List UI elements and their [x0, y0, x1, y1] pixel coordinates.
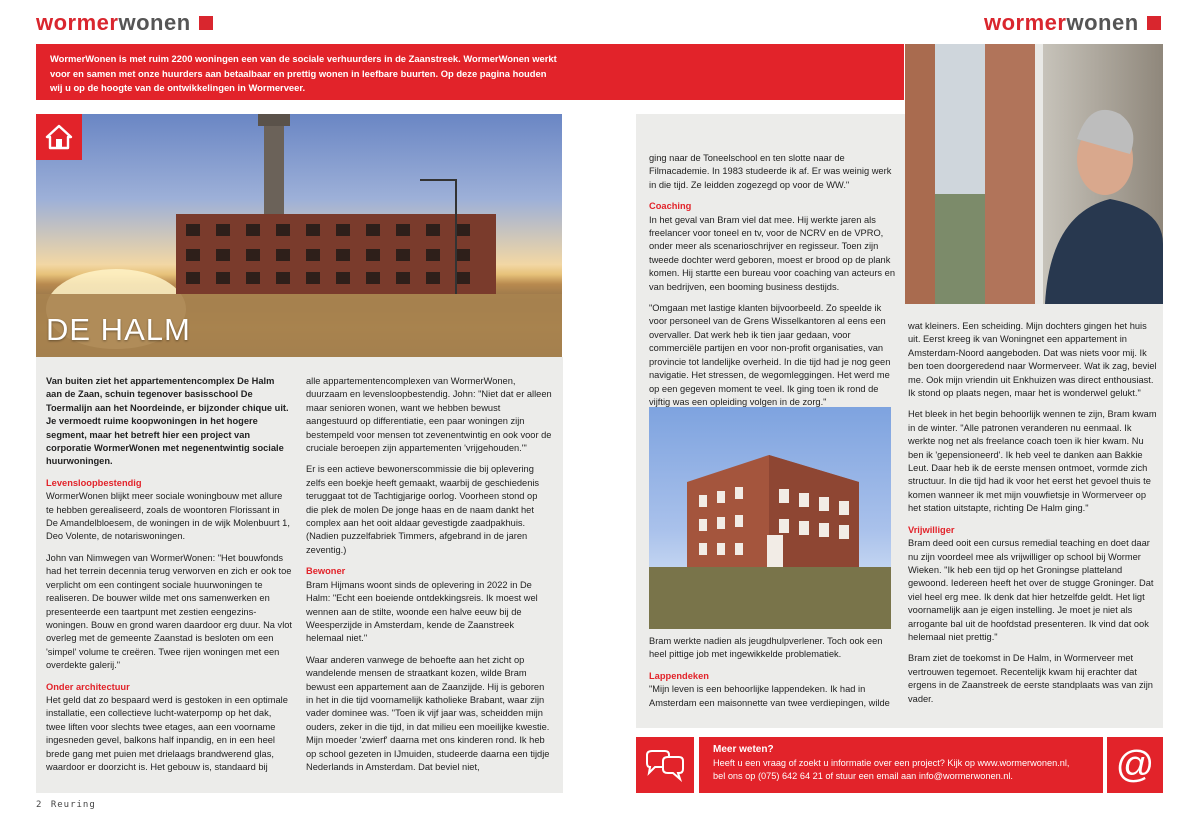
logo-square-icon: [199, 16, 213, 30]
intro-banner: [36, 44, 904, 100]
paragraph: Bram ziet de toekomst in De Halm, in Wormerveer met vertrouwen tegemoet. Recentelijk kwam hij erachter dat ergens in de Zaanstreek de eerste standplaats was van zijn vader.: [908, 653, 1153, 704]
paragraph: Bram werkte nadien als jeugdhulpverlener. Toch ook een heel pittige job met ingewikkelde problematiek.: [649, 636, 883, 660]
contact-line-1: Heeft u een vraag of zoekt u informatie over een project? Kijk op www.wormerwonen.nl,: [713, 757, 1070, 768]
chat-icon-box: [636, 737, 694, 793]
paragraph: Bram deed ooit een cursus remedial teaching en doet daar nu zijn voordeel mee als vrijwilliger op school bij Wormer Wieken. "Ik heb een tijd op het Groningse platteland gewoond. Iedereen heeft het over de stugge Groninger. Dat viel heel erg mee. Ik denk dat hier hetzelfde geldt. Het ligt voornamelijk aan je eigen instelling. Je moet je niet als arrogante bal uit de hoofdstad presenteren. Ik vind dat ook helemaal niet prettig.": [908, 538, 1154, 642]
logo-right: wormerwonen: [984, 10, 1161, 36]
home-icon: [44, 123, 74, 151]
column-3: [649, 152, 895, 417]
subheading-coaching: Coaching: [649, 201, 692, 212]
paragraph: wat kleiners. Een scheiding. Mijn dochters gingen het huis uit. Eerst kreeg ik van Woningnet een appartement in Amsterdam-Noord aangeboden. Dat was niets voor mij. Ik ben toen doorgeredend naar Wormerveer. Wat ik zag, beviel me. Ook mijn vriendin uit Enkhuizen was direct enthousiast. Ik stond op plaats negen, maar het is wonderwel gelukt.": [908, 321, 1157, 399]
intro-text: WormerWonen is met ruim 2200 woningen een van de sociale verhuurders in de Zaanstreek. WormerWonen werkt voor en samen met onze huurders aan betaalbaar en prettig wonen in leefbare buurten. Op deze pagina houden wij u op de hoogte van de ontwikkelingen in Wormerveer.: [50, 53, 557, 93]
paragraph: Het bleek in het begin behoorlijk wennen te zijn, Bram kwam in de winter. "Alle patronen veranderen nu eenmaal. Ik werkte nog net als freelance coach toen ik hier kwam. Nu ben ik 'gepensioneerd'. Ik heb veel te danken aan Bakkie Leut. Daar heb ik de eerste mensen ontmoet, vormde zich structuur. In die tijd had ik voor het eerst het gevoel thuis te komen wanneer ik met mijn vouwfietsje in Wormerveer op het station uitstapte, richting De Halm ging.": [908, 409, 1157, 514]
contact-banner: [699, 737, 1103, 793]
logo-square-icon: [1147, 16, 1161, 30]
at-sign-icon: [1113, 743, 1157, 787]
paragraph: ging naar de Toneelschool en ten slotte naar de Filmacademie. In 1983 studeerde ik af. Er was weinig werk in die tijd. Ze leidden zogezegd op voor de WW.": [649, 153, 892, 190]
column-3-bottom: [649, 635, 895, 718]
paragraph: "Omgaan met lastige klanten bijvoorbeeld. Zo speelde ik voor personeel van de Grens Wisselkantoren al eens een overvaller. Dat werk heb ik tien jaar gedaan, voor commerciële partijen en voor non-profit organisaties, van provincie tot landelijke overheid. In die tijd had je nog geen navigatie. Het stressen, de wegomleggingen. Het werd me op een gegeven moment te veel. Ik ging toen ik rond de vijftig was een opleiding volgen in de zorg.": [649, 303, 891, 407]
paragraph: John van Nimwegen van WormerWonen: "Het bouwfonds had het terrein decennia terug verworven en zich er ook toe verplicht om een contingent sociale huurwoningen te realiseren. De bouwer wilde met ons samenwerken en presenteerde een taartpunt met zestien eengezins-woningen. Bouw en grond waren daardoor erg duur. Na vlot overleg met de gemeente Zaanstad is besloten om een 'simpel' volume te creëren. Twee rijen woningen met een overdekte galerij.": [46, 552, 293, 671]
subheading-bewoner: Bewoner: [306, 566, 346, 577]
paragraph: Bram Hijmans woont sinds de oplevering in 2022 in De Halm: "Echt een boeiende ontdekkingsreis. Ik moest wel wennen aan de stilte, woonde een halve eeuw bij de Weesperzijde in Amsterdam, kende de Zaanstreek helemaal niet.": [306, 579, 538, 644]
contact-line-2: bel ons op (075) 642 64 21 of stuur een email aan info@wormerwonen.nl.: [713, 771, 1013, 781]
paragraph: Waar anderen vanwege de behoefte aan het zicht op wandelende mensen de straatkant kozen, wilde Bram bewust een appartement aan de Zaanzijde. Hij is geboren in het in die tijd voornamelijk katholieke Brabant, waar zijn vader dominee was. "Toen ik vijf jaar was, scheidden mijn ouders, zeker in die tijd, in dat milieu een moeilijke kwestie. Mijn moeder 'zwierf' daarna met ons kinderen rond. Ik heb op school gezeten in IJmuiden, studeerde daarna een tijdje Nederlands in Amsterdam. Dat beviel niet,: [306, 654, 550, 772]
paragraph: Er is een actieve bewonerscommissie die bij oplevering zelfs een boekje heeft gemaakt, waarbij de geschiedenis teruggaat tot de Tachtigjarige oorlog. Voorheen stond op die plek de molen De jonge haas en de naam dankt het complex aan het ooit aldaar gevestigde zaadpakhuis. (Nadien puzzelfabriek Timmers, afgebrand in de jaren zeventig.): [306, 464, 540, 555]
svg-text:@: @: [1115, 744, 1155, 786]
email-icon-box: [1107, 737, 1163, 793]
column-4: [908, 320, 1158, 714]
column-2: [306, 375, 552, 782]
page-footer: [36, 800, 96, 810]
subheading-onder-architectuur: Onder architectuur: [46, 681, 130, 692]
building-photo: [649, 407, 891, 629]
article-title: DE HALM: [46, 312, 191, 347]
de-halm-building-image: [649, 407, 891, 629]
column-1: [46, 375, 292, 782]
hero-photo: [36, 114, 562, 357]
paragraph: WormerWonen blijkt meer sociale woningbouw met allure te hebben gerealiseerd, zoals de woontoren Florissant in De Amandelbloesem, de woningen in de wijk Molenbuurt 1, Deo Volente, de notariswoningen.: [46, 491, 290, 542]
chat-bubbles-icon: [643, 747, 687, 783]
paragraph: In het geval van Bram viel dat mee. Hij werkte jaren als freelancer voor toneel en tv, voor de NCRV en de VPRO, onder meer als scenarioschrijver en regisseur. Toen zijn tweede dochter werd geboren, moest er brood op de plank komen. Hij startte een bureau voor coaching van acteurs en van bedrijven, een booming business destijds.: [649, 214, 895, 292]
paragraph: "Mijn leven is een behoorlijke lappendeken. Ik had in Amsterdam een maisonnette van twee verdiepingen, wilde: [649, 684, 890, 708]
magazine-name: Reuring: [50, 800, 96, 810]
bram-hijmans-portrait-image: [905, 44, 1163, 304]
home-icon-box: [36, 114, 82, 160]
page-number: 2: [36, 800, 42, 810]
subheading-levensloopbestendig: Levensloopbestendig: [46, 477, 142, 488]
portrait-photo: [905, 44, 1163, 304]
lead-paragraph: Van buiten ziet het appartementencomplex De Halm aan de Zaan, schuin tegenover basisschool De Toermalijn aan het Noordeinde, er bijzonder chique uit. Je vermoedt ruime koopwoningen in het hogere segment, maar het betreft hier een project van corporatie WormerWonen met negenentwintig sociale huurwoningen.: [46, 376, 289, 467]
contact-title: Meer weten?: [713, 744, 774, 755]
logo-left: wormerwonen: [36, 10, 213, 36]
paragraph: Het geld dat zo bespaard werd is gestoken in een optimale installatie, een collectieve lucht-waterpomp op het dak, twee liften voor slechts twee etages, aan een voorname ingesneden gevel, balkons half inpandig, en in een heel brede gang met puien met drielaags brandwerend glas, waardoor er doorzicht is. Het gebouw is, standaard bij: [46, 694, 288, 772]
subheading-vrijwilliger: Vrijwilliger: [908, 524, 955, 535]
subheading-lappendeken: Lappendeken: [649, 670, 709, 681]
paragraph: alle appartementencomplexen van WormerWonen, duurzaam en levensloopbestendig. John: "Niet dat er alleen maar senioren wonen, want we hebben bewust aangestuurd op differentiatie, een paar woningen zijn bestempeld voor mensen tot zevenentwintig en ook voor de cruciale beroepen zijn appartementen 'vrijgehouden.'": [306, 376, 552, 454]
